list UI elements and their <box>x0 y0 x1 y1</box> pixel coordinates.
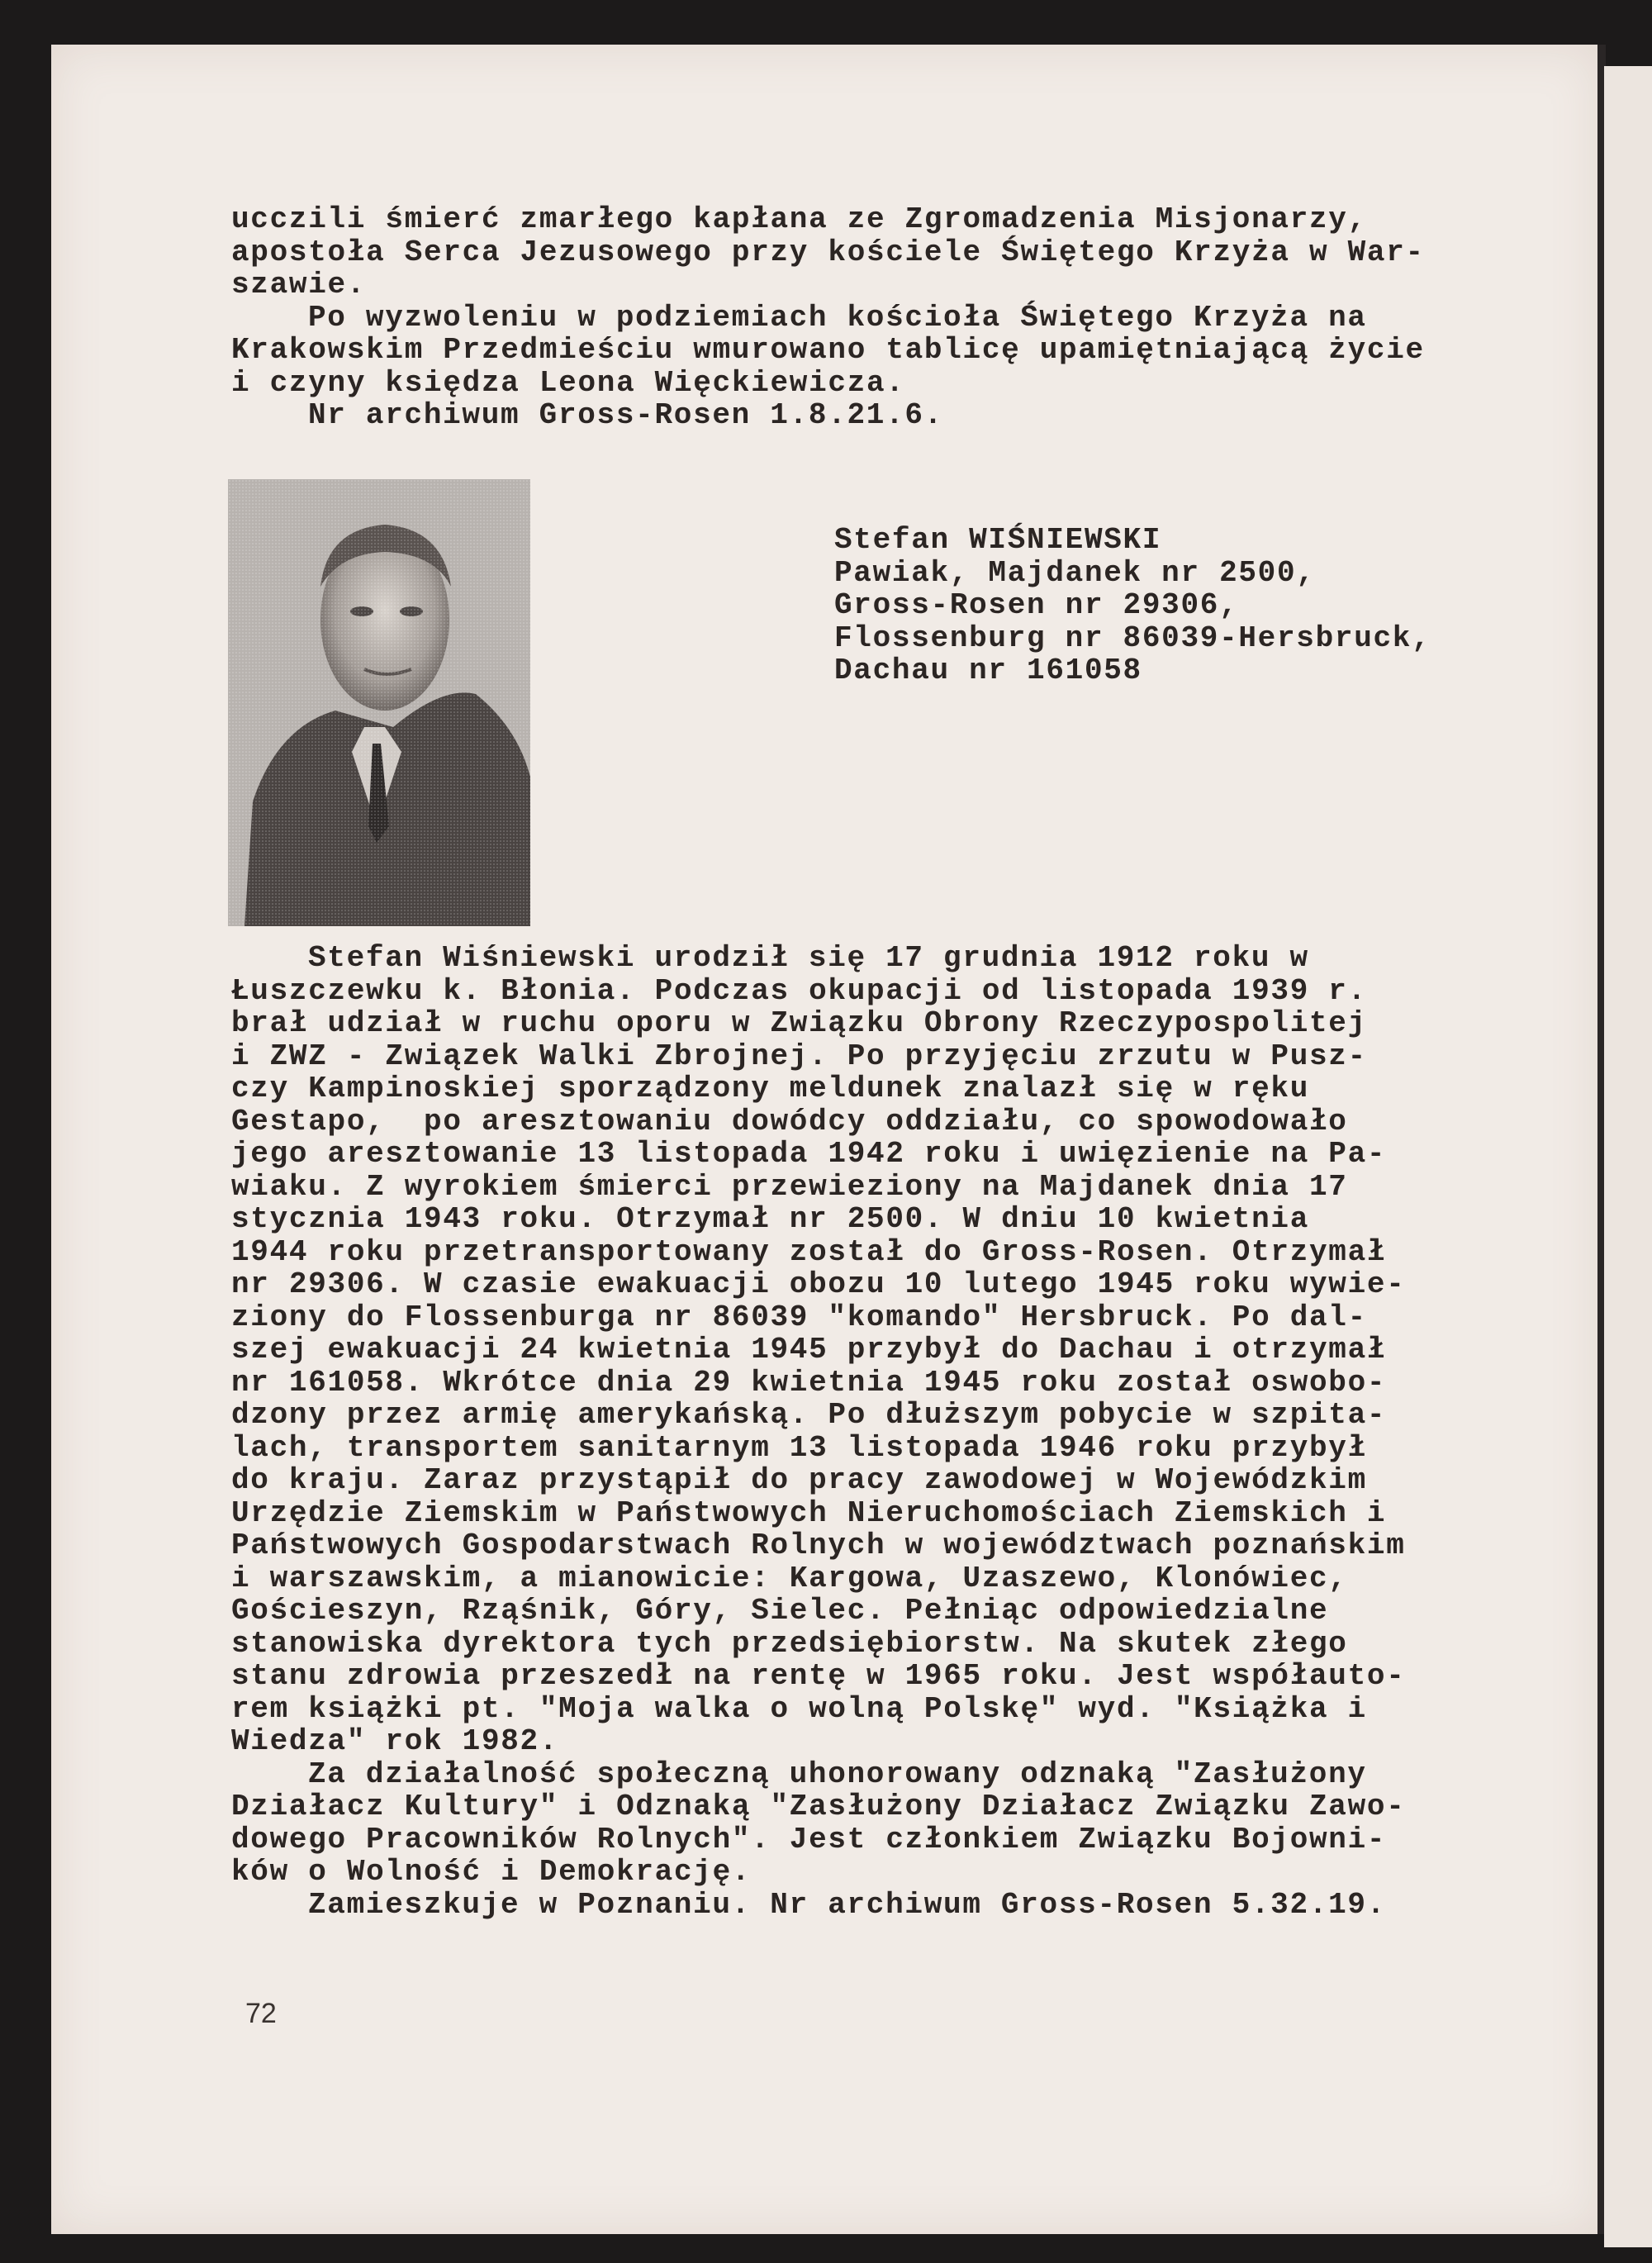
text-line: Wiedza" rok 1982. <box>231 1724 559 1758</box>
caption-line: Pawiak, Majdanek nr 2500, <box>834 555 1316 590</box>
text-line: ziony do Flossenburga nr 86039 "komando" Hersbruck. Po dal- <box>231 1300 1367 1334</box>
text-line: jego aresztowanie 13 listopada 1942 roku i uwięzienie na Pa- <box>231 1137 1387 1171</box>
caption-line: Flossenburg nr 86039-Hersbruck, <box>834 620 1431 655</box>
page-number: 72 <box>245 1998 277 2029</box>
caption-line: Gross-Rosen nr 29306, <box>834 588 1239 622</box>
text-line: szawie. <box>231 268 367 302</box>
text-line: Stefan Wiśniewski urodził się 17 grudnia 1912 roku w <box>308 941 1309 975</box>
text-line: Gestapo, po aresztowaniu dowódcy oddziału, co spowodowało <box>231 1104 1348 1139</box>
text-line: wiaku. Z wyrokiem śmierci przewieziony na Majdanek dnia 17 <box>231 1169 1348 1204</box>
text-line: Za działalność społeczną uhonorowany odznaką "Zasłużony <box>308 1757 1367 1791</box>
text-line: nr 161058. Wkrótce dnia 29 kwietnia 1945 roku został oswobo- <box>231 1365 1387 1400</box>
person-name: Stefan WIŚNIEWSKI <box>834 523 1162 557</box>
text-line: ków o Wolność i Demokrację. <box>231 1855 752 1889</box>
text-line: Gościeszyn, Rząśnik, Góry, Sielec. Pełniąc odpowiedzialne <box>231 1594 1329 1628</box>
text-line: Zamieszkuje w Poznaniu. Nr archiwum Gross-Rosen 5.32.19. <box>308 1887 1386 1922</box>
text-line: nr 29306. W czasie ewakuacji obozu 10 lutego 1945 roku wywie- <box>231 1267 1406 1301</box>
text-line: stycznia 1943 roku. Otrzymał nr 2500. W dniu 10 kwietnia <box>231 1202 1309 1236</box>
archive-number: Nr archiwum Gross-Rosen 1.8.21.6. <box>308 398 944 432</box>
text-line: stanu zdrowia przeszedł na rentę w 1965 roku. Jest współauto- <box>231 1659 1406 1693</box>
text-line: lach, transportem sanitarnym 13 listopada 1946 roku przybył <box>231 1430 1367 1465</box>
text-line: czy Kampinoskiej sporządzony meldunek znalazł się w ręku <box>231 1072 1309 1105</box>
text-line: ucczili śmierć zmarłego kapłana ze Zgromadzenia Misjonarzy, <box>231 202 1367 236</box>
text-line: Po wyzwoleniu w podziemiach kościoła Świętego Krzyża na <box>308 300 1367 335</box>
text-line: apostoła Serca Jezusowego przy kościele Świętego Krzyża w War- <box>231 235 1425 269</box>
text-line: Państwowych Gospodarstwach Rolnych w województwach poznańskim <box>231 1528 1406 1562</box>
text-line: 1944 roku przetransportowany został do Gross-Rosen. Otrzymał <box>231 1234 1387 1269</box>
text-line: Urzędzie Ziemskim w Państwowych Nieruchomościach Ziemskich i <box>231 1495 1387 1530</box>
text-line: stanowiska dyrektora tych przedsiębiorstw. Na skutek złego <box>231 1626 1348 1661</box>
caption-line: Dachau nr 161058 <box>834 654 1142 687</box>
text-line: Krakowskim Przedmieściu wmurowano tablicę upamiętniającą życie <box>231 333 1425 367</box>
text-line: szej ewakuacji 24 kwietnia 1945 przybył do Dachau i otrzymał <box>231 1333 1387 1367</box>
text-line: i czyny księdza Leona Więckiewicza. <box>231 365 905 400</box>
text-line: i warszawskim, a mianowicie: Kargowa, Uzaszewo, Klonówiec, <box>231 1561 1348 1595</box>
photo-caption <box>834 524 1431 687</box>
text-line: brał udział w ruchu oporu w Związku Obrony Rzeczypospolitej <box>231 1006 1367 1040</box>
portrait-photo <box>228 479 530 926</box>
text-line: i ZWZ - Związek Walki Zbrojnej. Po przyjęciu zrzutu w Pusz- <box>231 1039 1367 1073</box>
biography-text <box>231 942 1406 1921</box>
text-line: Działacz Kultury" i Odznaką "Zasłużony Działacz Związku Zawo- <box>231 1790 1406 1823</box>
text-line: do kraju. Zaraz przystąpił do pracy zawodowej w Wojewódzkim <box>231 1463 1367 1497</box>
text-line: dzony przez armię amerykańską. Po dłuższym pobycie w szpita- <box>231 1398 1387 1432</box>
text-line: rem książki pt. "Moja walka o wolną Polskę" wyd. "Książka i <box>231 1691 1367 1726</box>
top-paragraphs <box>231 203 1425 432</box>
text-line: dowego Pracowników Rolnych". Jest członkiem Związku Bojowni- <box>231 1822 1387 1857</box>
text-line: Łuszczewku k. Błonia. Podczas okupacji od listopada 1939 r. <box>231 973 1367 1008</box>
adjacent-page-edge <box>1604 66 1652 2247</box>
